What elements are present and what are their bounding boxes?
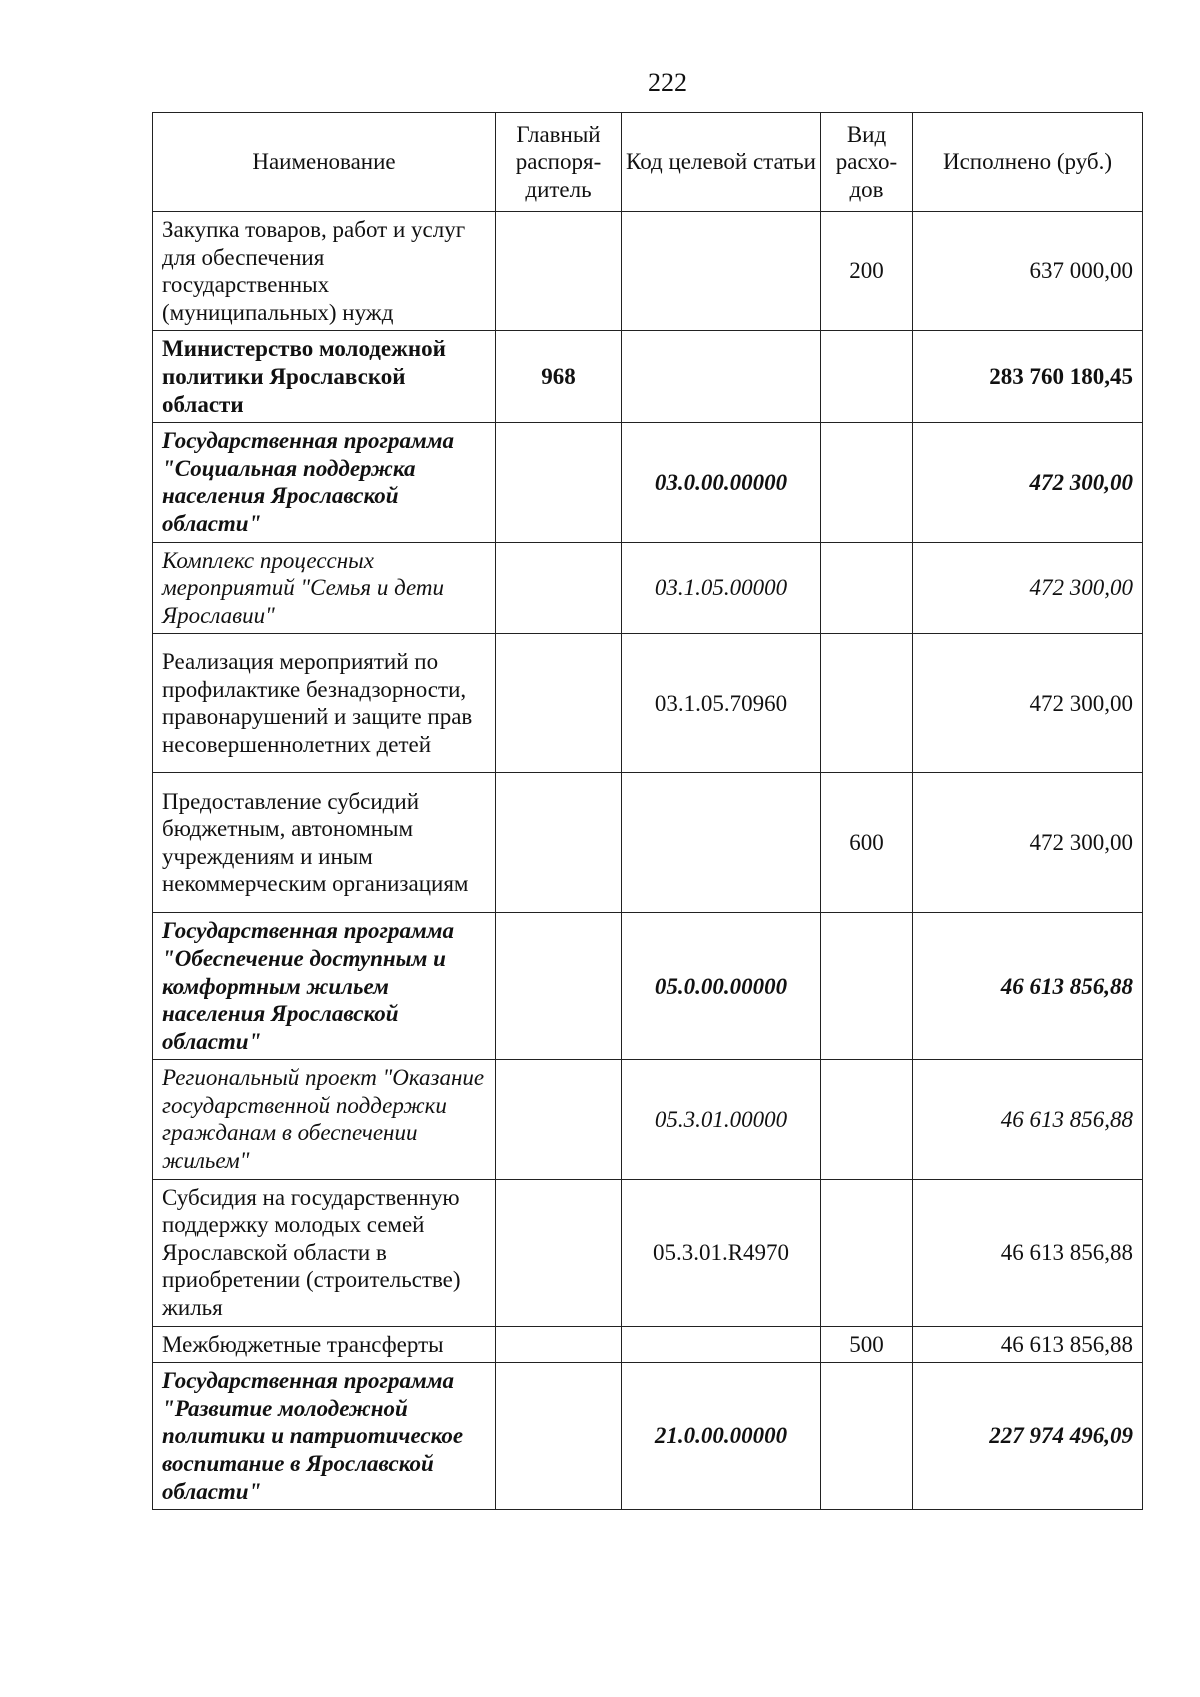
table-row: [153, 1363, 1143, 1510]
row-vid: [821, 331, 913, 423]
table-row: [153, 1326, 1143, 1363]
row-name: Комплекс процессных мероприятий "Семья и дети Ярославии": [153, 542, 496, 634]
table-row: [153, 423, 1143, 542]
row-vid: 500: [821, 1326, 913, 1363]
row-vid: [821, 542, 913, 634]
row-glav: [496, 1363, 622, 1510]
row-vid: [821, 1179, 913, 1326]
row-sum: 46 613 856,88: [913, 1326, 1143, 1363]
row-sum: 46 613 856,88: [913, 1179, 1143, 1326]
row-sum: 637 000,00: [913, 212, 1143, 331]
row-sum: 227 974 496,09: [913, 1363, 1143, 1510]
row-code: [622, 212, 821, 331]
row-vid: 600: [821, 773, 913, 913]
row-vid: [821, 913, 913, 1060]
row-vid: [821, 1060, 913, 1179]
budget-table: [152, 112, 1143, 1510]
row-vid: [821, 423, 913, 542]
table-row: [153, 1060, 1143, 1179]
row-code: 05.0.00.00000: [622, 913, 821, 1060]
row-name: Межбюджетные трансферты: [153, 1326, 496, 1363]
row-sum: 46 613 856,88: [913, 1060, 1143, 1179]
row-code: 05.3.01.00000: [622, 1060, 821, 1179]
row-glav: [496, 634, 622, 773]
row-sum: 472 300,00: [913, 423, 1143, 542]
row-glav: [496, 773, 622, 913]
row-code: [622, 331, 821, 423]
row-sum: 46 613 856,88: [913, 913, 1143, 1060]
header-name: Наименование: [153, 113, 496, 212]
row-name: Реализация мероприятий по профилактике безнадзорности, правонарушений и защите прав несовершеннолетних детей: [153, 634, 496, 773]
row-sum: 472 300,00: [913, 773, 1143, 913]
row-glav: [496, 212, 622, 331]
row-name: Предоставление субсидий бюджетным, автономным учреждениям и иным некоммерческим организациям: [153, 773, 496, 913]
header-vid: Вид расхо-дов: [821, 113, 913, 212]
row-glav: 968: [496, 331, 622, 423]
row-code: 21.0.00.00000: [622, 1363, 821, 1510]
row-glav: [496, 1179, 622, 1326]
header-glav: Главный распоря-дитель: [496, 113, 622, 212]
page-number: 222: [648, 68, 687, 97]
table-row: [153, 913, 1143, 1060]
row-glav: [496, 542, 622, 634]
row-glav: [496, 423, 622, 542]
row-name: Государственная программа "Социальная поддержка населения Ярославской области": [153, 423, 496, 542]
row-sum: 472 300,00: [913, 634, 1143, 773]
header-sum: Исполнено (руб.): [913, 113, 1143, 212]
row-vid: [821, 634, 913, 773]
row-glav: [496, 1060, 622, 1179]
row-code: 05.3.01.R4970: [622, 1179, 821, 1326]
table-row: [153, 773, 1143, 913]
row-glav: [496, 1326, 622, 1363]
table-header-row: [153, 113, 1143, 212]
row-name: Субсидия на государственную поддержку молодых семей Ярославской области в приобретении (строительстве) жилья: [153, 1179, 496, 1326]
row-code: 03.1.05.00000: [622, 542, 821, 634]
table-row: [153, 1179, 1143, 1326]
row-vid: 200: [821, 212, 913, 331]
row-name: Закупка товаров, работ и услуг для обеспечения государственных (муниципальных) нужд: [153, 212, 496, 331]
table-row: [153, 542, 1143, 634]
row-code: [622, 773, 821, 913]
row-code: 03.1.05.70960: [622, 634, 821, 773]
row-sum: 283 760 180,45: [913, 331, 1143, 423]
row-sum: 472 300,00: [913, 542, 1143, 634]
row-name: Региональный проект "Оказание государственной поддержки гражданам в обеспечении жильем": [153, 1060, 496, 1179]
row-name: Государственная программа "Развитие молодежной политики и патриотическое воспитание в Ярославской области": [153, 1363, 496, 1510]
row-name: Государственная программа "Обеспечение доступным и комфортным жильем населения Ярославской области": [153, 913, 496, 1060]
table-row: [153, 212, 1143, 331]
row-glav: [496, 913, 622, 1060]
table-row: [153, 331, 1143, 423]
row-name: Министерство молодежной политики Ярославской области: [153, 331, 496, 423]
row-code: 03.0.00.00000: [622, 423, 821, 542]
table-row: [153, 634, 1143, 773]
row-code: [622, 1326, 821, 1363]
row-vid: [821, 1363, 913, 1510]
header-code: Код целевой статьи: [622, 113, 821, 212]
